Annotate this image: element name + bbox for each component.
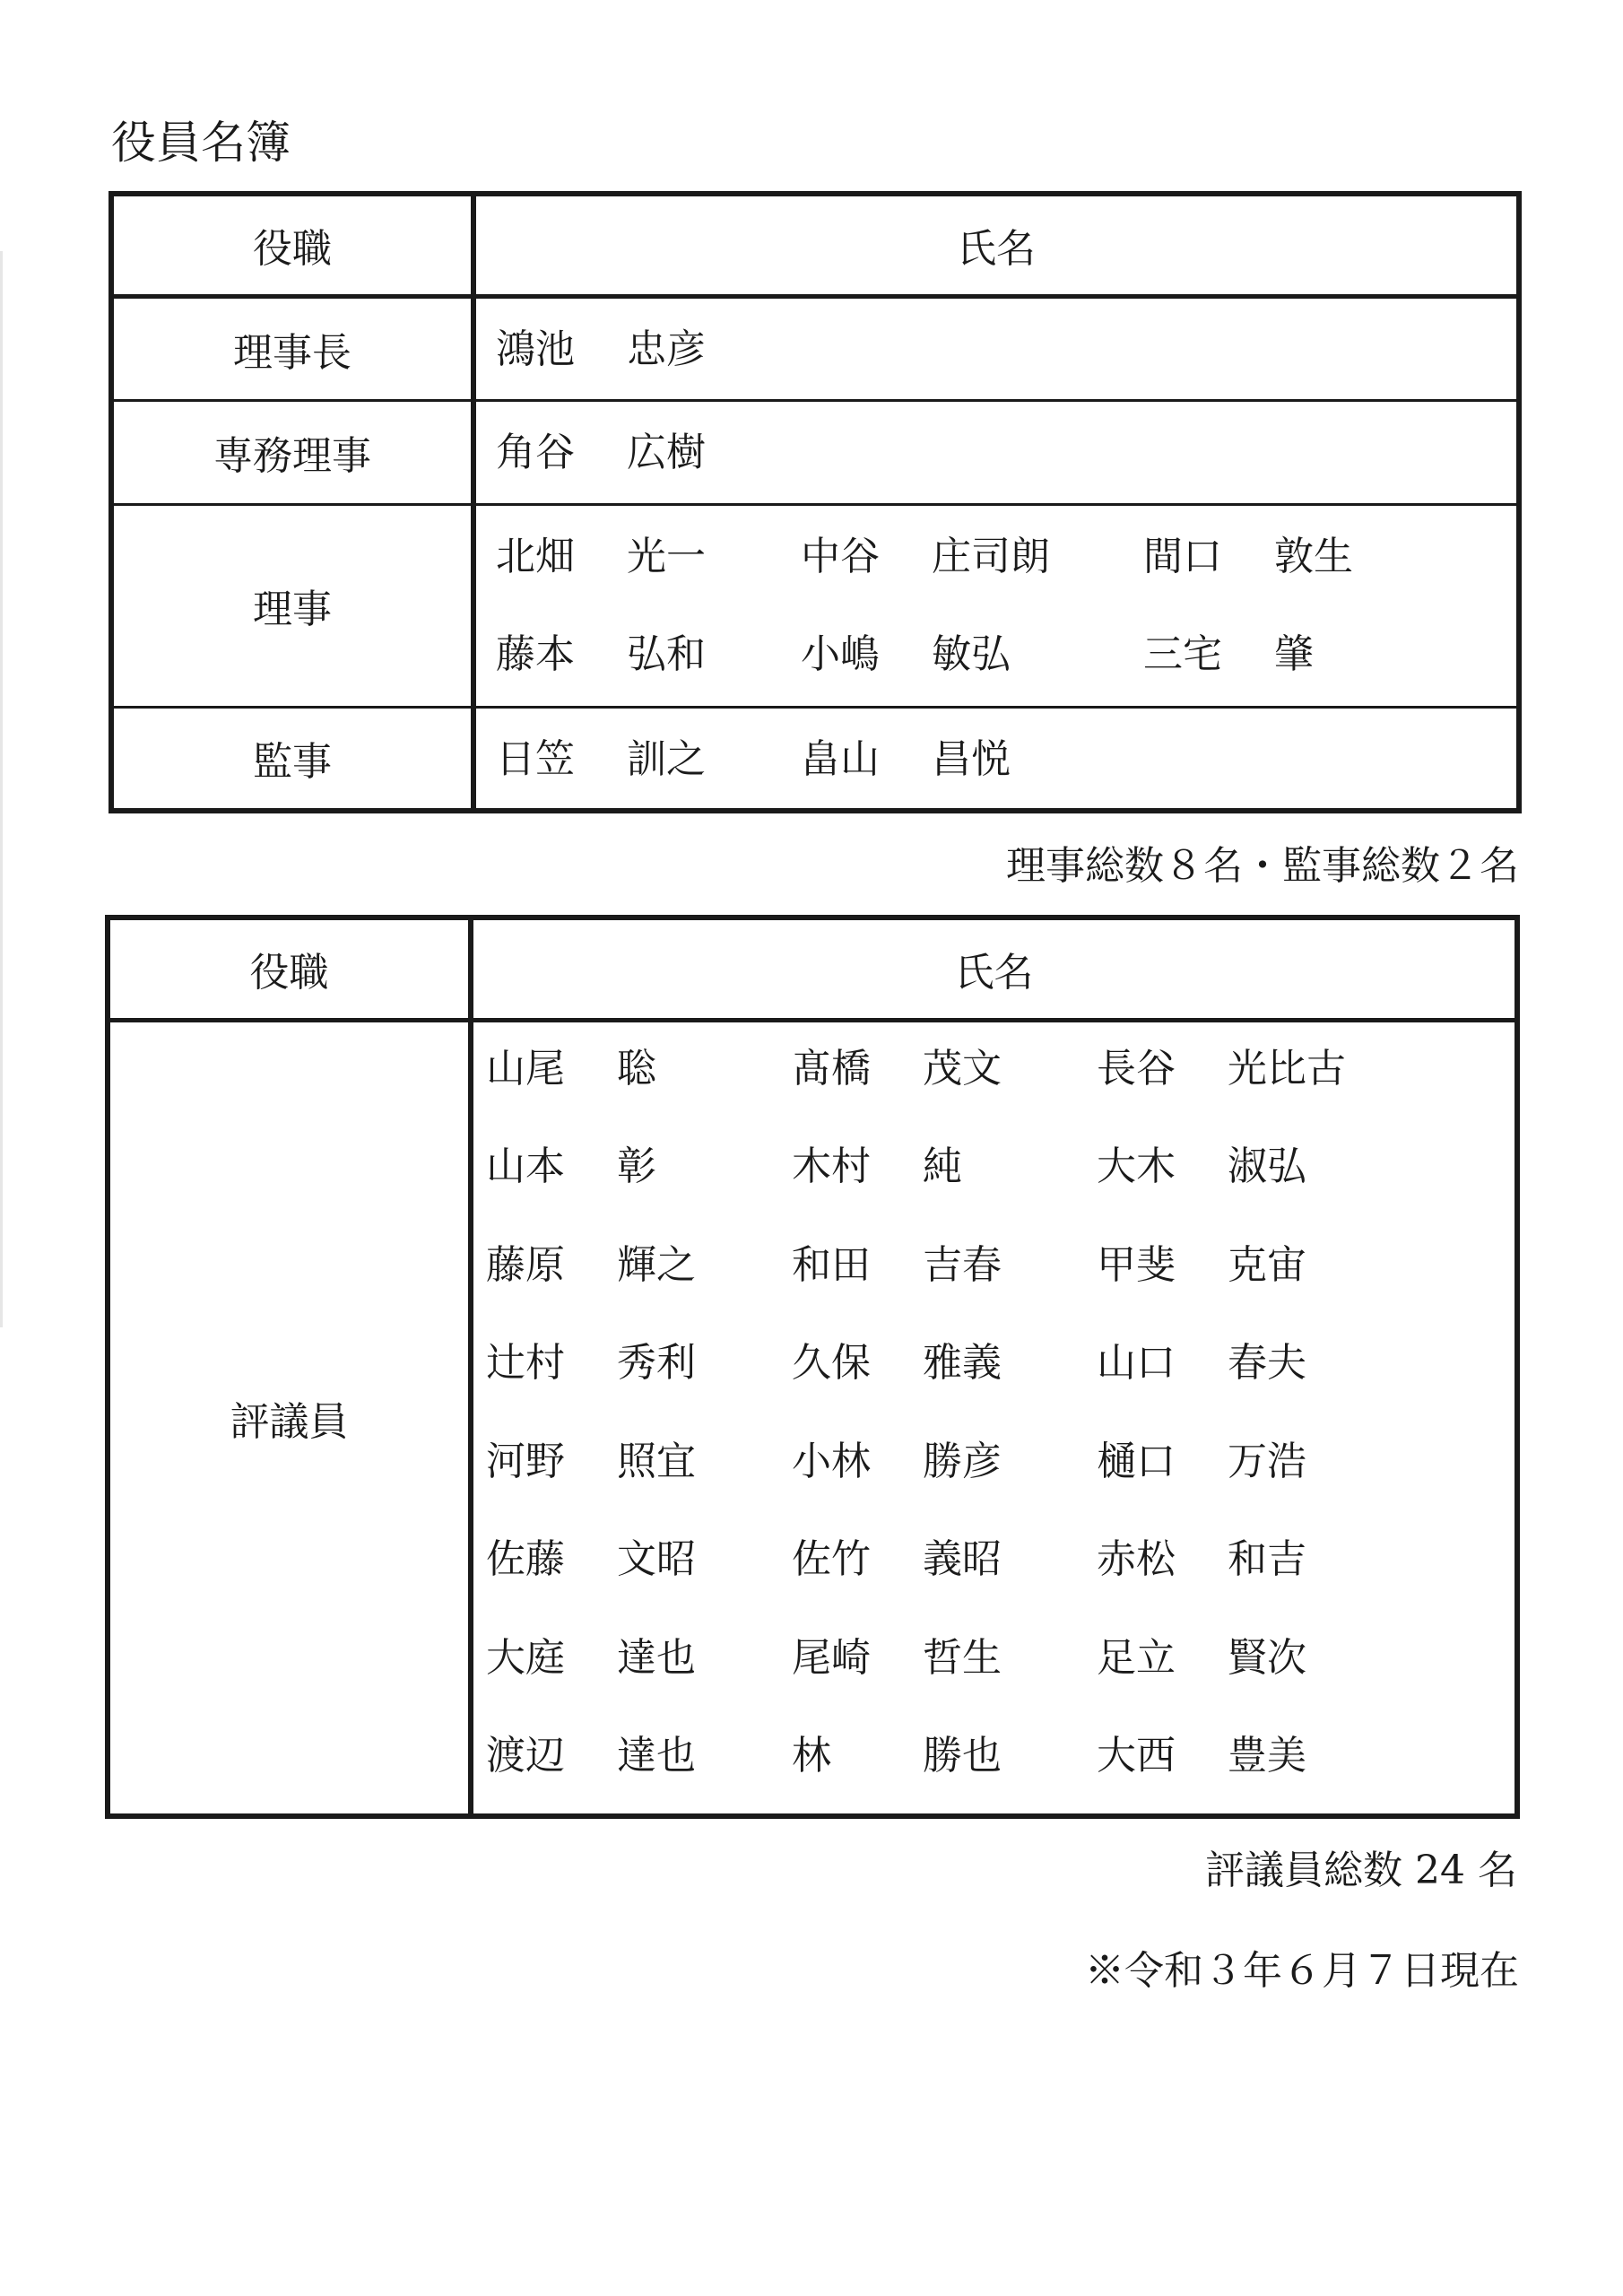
surname: 大庭 — [486, 1634, 565, 1681]
given-name: 哲生 — [923, 1634, 1002, 1681]
councillor-count-note: 評議員総数 24 名 — [1205, 1848, 1517, 1893]
given-name: 雅義 — [923, 1340, 1002, 1386]
surname: 山尾 — [486, 1045, 565, 1091]
given-name: 万浩 — [1228, 1438, 1306, 1484]
table-row — [108, 1020, 1517, 1816]
councillor-table — [105, 915, 1520, 1819]
surname: 小林 — [792, 1438, 871, 1484]
surname: 林 — [792, 1733, 831, 1779]
name-cell — [473, 707, 1519, 811]
header-name: 氏名 — [473, 194, 1519, 296]
page-title: 役員名簿 — [111, 117, 291, 169]
role-cell: 理事 — [111, 504, 473, 707]
surname: 長谷 — [1097, 1045, 1176, 1091]
surname: 三宅 — [1143, 631, 1222, 677]
surname: 髙橋 — [792, 1045, 871, 1091]
given-name: 茂文 — [923, 1045, 1002, 1091]
surname: 大木 — [1097, 1144, 1176, 1189]
surname: 中谷 — [801, 533, 880, 579]
given-name: 達也 — [617, 1634, 696, 1681]
name-cell — [471, 1020, 1517, 1816]
given-name: 賢次 — [1228, 1634, 1306, 1681]
given-name: 弘和 — [627, 631, 706, 677]
scan-edge-shadow — [0, 251, 3, 1327]
role-cell: 理事長 — [111, 296, 473, 400]
surname: 間口 — [1143, 533, 1222, 579]
given-name: 照宜 — [617, 1438, 696, 1484]
given-name: 勝也 — [923, 1733, 1002, 1779]
table-row — [111, 504, 1519, 707]
header-role: 役職 — [111, 194, 473, 296]
surname: 樋口 — [1097, 1438, 1176, 1484]
given-name: 広樹 — [627, 429, 706, 475]
surname: 佐竹 — [792, 1536, 871, 1582]
surname: 山口 — [1097, 1340, 1176, 1386]
given-name: 豊美 — [1228, 1733, 1306, 1779]
given-name: 春夫 — [1228, 1340, 1306, 1386]
given-name: 忠彦 — [627, 326, 706, 372]
surname: 大西 — [1097, 1733, 1176, 1779]
given-name: 秀利 — [617, 1340, 696, 1386]
officer-table — [108, 191, 1522, 813]
surname: 渡辺 — [486, 1733, 565, 1779]
given-name: 輝之 — [617, 1241, 696, 1288]
given-name: 勝彦 — [923, 1438, 1002, 1484]
surname: 足立 — [1097, 1634, 1176, 1681]
table-row — [111, 296, 1519, 400]
given-name: 淑弘 — [1228, 1144, 1306, 1189]
given-name: 敏弘 — [932, 631, 1011, 677]
role-cell: 監事 — [111, 707, 473, 811]
surname: 藤原 — [486, 1241, 565, 1288]
table-row — [111, 400, 1519, 504]
given-name: 昌悦 — [932, 735, 1011, 782]
table-row — [111, 707, 1519, 811]
surname: 角谷 — [496, 429, 575, 475]
surname: 小嶋 — [801, 631, 880, 677]
header-role: 役職 — [108, 918, 471, 1020]
given-name: 和吉 — [1228, 1536, 1306, 1582]
surname: 山本 — [486, 1144, 565, 1189]
surname: 甲斐 — [1097, 1241, 1176, 1288]
given-name: 義昭 — [923, 1536, 1002, 1582]
given-name: 純 — [923, 1144, 962, 1189]
surname: 河野 — [486, 1438, 565, 1484]
name-cell — [473, 296, 1519, 400]
surname: 赤松 — [1097, 1536, 1176, 1582]
given-name: 庄司朗 — [932, 533, 1050, 579]
given-name: 文昭 — [617, 1536, 696, 1582]
given-name: 聡 — [617, 1045, 656, 1091]
given-name: 彰 — [617, 1144, 656, 1189]
surname: 北畑 — [496, 533, 575, 579]
surname: 日笠 — [496, 735, 575, 782]
officer-count-note: 理事総数８名・監事総数２名 — [1006, 843, 1519, 889]
surname: 鴻池 — [496, 326, 575, 372]
surname: 和田 — [792, 1241, 871, 1288]
surname: 畠山 — [801, 735, 880, 782]
header-name: 氏名 — [471, 918, 1517, 1020]
surname: 久保 — [792, 1340, 871, 1386]
role-cell: 評議員 — [108, 1020, 471, 1816]
name-cell — [473, 504, 1519, 707]
given-name: 吉春 — [923, 1241, 1002, 1288]
surname: 辻村 — [486, 1340, 565, 1386]
surname: 木村 — [792, 1144, 871, 1189]
surname: 藤本 — [496, 631, 575, 677]
date-note: ※令和３年６月７日現在 — [1085, 1948, 1519, 1994]
given-name: 敦生 — [1274, 533, 1353, 579]
given-name: 肇 — [1274, 631, 1314, 677]
table-header-row — [108, 918, 1517, 1020]
given-name: 達也 — [617, 1733, 696, 1779]
given-name: 訓之 — [627, 735, 706, 782]
given-name: 克宙 — [1228, 1241, 1306, 1288]
surname: 佐藤 — [486, 1536, 565, 1582]
given-name: 光比古 — [1228, 1045, 1346, 1091]
given-name: 光一 — [627, 533, 706, 579]
table-header-row — [111, 194, 1519, 296]
role-cell: 専務理事 — [111, 400, 473, 504]
surname: 尾崎 — [792, 1634, 871, 1681]
name-cell — [473, 400, 1519, 504]
